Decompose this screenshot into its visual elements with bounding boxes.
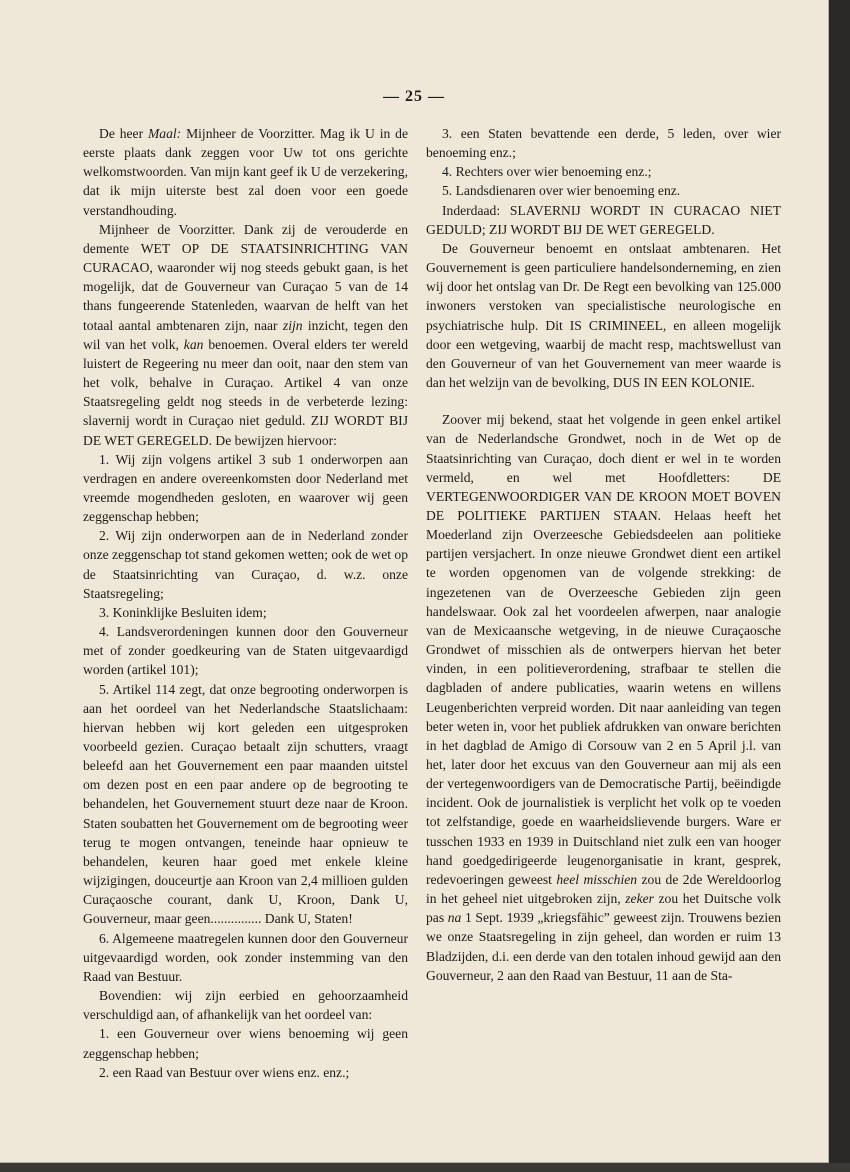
- list-item: 3. Koninklijke Besluiten idem;: [99, 604, 267, 620]
- left-column: [83, 124, 408, 1082]
- list-item: 1. Wij zijn volgens artikel 3 sub 1 onderworpen aan verdragen en andere overeenkomsten door Nederland met vreemde mogendheden gesloten, en waarover wij geen zeggenschap hebben;: [83, 451, 408, 525]
- text-run: zou het Duitsche volk pas: [426, 891, 781, 926]
- paragraph: De Gouverneur benoemt en ontslaat ambtenaren. Het Gouvernement is geen particuliere handelsonderneming, en zien wij door het ontslag van Dr. De Regt een bevolking van 125.000 inwoners verstoken van specialistische neurologische en psychiatrische hulp. Dit IS CRIMINEEL, en alleen mogelijk door een wetgeving, waarbij de macht resp, machtswellust van den Gouverneur of van het Gouvernement van meer waarde is dan het welzijn van de bevolking, DUS IN EEN KOLONIE.: [426, 240, 781, 391]
- list-item: 4. Landsverordeningen kunnen door den Gouverneur met of zonder goedkeuring van de Staten uitgevaardigd worden (artikel 101);: [83, 624, 408, 678]
- text-run: benoemen. Overal elders ter wereld luistert de Regeering nu meer dan ooit, naar den stem van het volk, behalve in Curaçao. Artikel 4 van onze Staatsregeling geldt nog steeds in de verbeterde lezing: slavernij wordt in Curaçao niet geduld. ZIJ WORDT BIJ DE WET GEREGELD. De bewijzen hiervoor:: [83, 336, 408, 448]
- paragraph: [83, 220, 408, 450]
- list-item: 4. Rechters over wier benoeming enz.;: [442, 164, 652, 180]
- scan-shadow-right: [829, 0, 850, 1172]
- emphasis: zeker: [625, 891, 654, 907]
- text-run: 1 Sept. 1939 „kriegsfähic” geweest zijn. Trouwens bezien we onze Staatsregeling in zijn geheel, dan worden er ruim 13 Bladzijden, d.i. een derde van den totalen inhoud gewijd aan den Gouverneur, 2 aan den Raad van Bestuur, 11 aan de Sta-: [426, 910, 781, 983]
- text-run: Zoover mij bekend, staat het volgende in geen enkel artikel van de Nederlandsche Grondwet, noch in de Wet op de Staatsinrichting van Curaçao, doch dient er wel in te worden vermeld, en wel met Hoofdletters: DE VERTEGENWOORDIGER VAN DE KROON MOET BOVEN DE POLITIEKE PARTIJEN STAAN. Helaas heeft het Moederland zijn Overzeesche Gebiedsdeelen aan politieke partijen versjachert. In onze nieuwe Grondwet dient een artikel te worden opgenomen van de volgende strekking: de ingezetenen van de Overzeesche Gebieden zijn geen handelswaar. Ook zal het voordeelen afwerpen, naar analogie van de Mexicaansche wetgeving, in de nieuwe Curaçaosche Grondwet of misschien als de ontwerpers hiervan het beter vinden, in een politieverordening, strafbaar te stellen die dagbladen of andere publicaties, waarin wetens en willens Leugenberichten verpreid worden. Dit naar aanleiding van tegen beter weten in, voor het publiek afdrukken van onware berichten in het dagblad de Amigo di Corsouw van 2 en 5 April j.l. van het, later door het excuus van den Gouverneur aan mij als een der vertegenwoordigers van de Democratische Partij, beëindigde incident. Ook de journalistiek is verplicht het volk op te voeden tot zelfstandige, goede en waarheidslievende burgers. Ware er tusschen 1933 en 1939 in Duitschland niet zulk een van hooger hand goedgedirigeerde leugenorganisatie in krant, gesprek, redevoeringen geweest: [426, 412, 781, 887]
- speaker-name: Maal:: [147, 126, 182, 141]
- paragraph: [83, 124, 408, 220]
- list-item: 3. een Staten bevattende een derde, 5 leden, over wier benoeming enz.;: [426, 126, 781, 161]
- paragraph: Bovendien: wij zijn eerbied en gehoorzaamheid verschuldigd aan, of afhankelijk van het oordeel van:: [83, 988, 408, 1023]
- paragraph-gap: [426, 392, 781, 410]
- right-column: [426, 124, 781, 985]
- text-run: Mijnheer de Voorzitter. Dank zij de verouderde en demente WET OP DE STAATSINRICHTING VAN CURACAO, waaronder wij nog steeds gebukt gaan, is het mogelijk, dat de Gouverneur van Curaçao 5 van de 14 thans fungeerende Statenleden, waarvan de helft van het totaal aantal ambtenaren zijn, naar: [83, 221, 408, 333]
- text-run: zou de 2de Wereldoorlog in het geheel niet uitgebroken zijn,: [426, 871, 781, 907]
- list-item: 2. een Raad van Bestuur over wiens enz. enz.;: [99, 1064, 350, 1080]
- paragraph: Inderdaad: SLAVERNIJ WORDT IN CURACAO NIET GEDULD; ZIJ WORDT BIJ DE WET GEREGELD.: [426, 202, 781, 237]
- list-item: 6. Algemeene maatregelen kunnen door den Gouverneur uitgevaardigd worden, ook zonder instemming van den Raad van Bestuur.: [83, 930, 408, 984]
- emphasis: zijn: [282, 317, 303, 333]
- text-run: De heer: [99, 126, 148, 141]
- scan-shadow-bottom: [0, 1163, 850, 1172]
- text-run: inzicht, tegen den wil van het volk,: [83, 317, 409, 352]
- paragraph: [426, 410, 781, 985]
- emphasis: kan: [183, 336, 204, 352]
- emphasis: na: [447, 910, 462, 926]
- list-item: 5. Artikel 114 zegt, dat onze begrooting onderworpen is aan het oordeel van het Nederlandsche Staatslichaam: hiervan hebben wij kort geleden een uitgesproken voorbeeld gezien. Curaçao betaalt zijn schutters, vraagt beleefd aan het Gouvernement een paar maanden uitstel om dezen post en een paar andere op de begrooting te behandelen, het Gouvernement stuurt deze naar de Kroon. Staten soubatten het Gouvernement om de begrooting weer terug te mogen ontvangen, teneinde haar opnieuw te behandelen, keuren haar goed met enkele kleine wijzigingen, douceurtje aan Kroon van 2,4 millioen gulden Curaçaosche courant, dank U, Kroon, Dank U, Gouverneur, maar geen............... Dank U, Staten!: [83, 681, 408, 927]
- page-number: — 25 —: [383, 88, 445, 105]
- list-item: 5. Landsdienaren over wier benoeming enz.: [442, 183, 681, 199]
- list-item: 1. een Gouverneur over wiens benoeming wij geen zeggenschap hebben;: [83, 1026, 408, 1061]
- emphasis: heel misschien: [556, 871, 638, 887]
- list-item: 2. Wij zijn onderworpen aan de in Nederland zonder onze zeggenschap tot stand gekomen wetten; ook de wet op de Staatsinrichting van Curaçao, d. w.z. onze Staatsregeling;: [83, 528, 409, 601]
- text-run: Mijnheer de Voorzitter. Mag ik U in de eerste plaats dank zeggen voor Uw tot ons gerichte welkomstwoorden. Van mijn kant geef ik U de verzekering, dat ik mijn uiterste best zal doen voor een goede verstandhouding.: [83, 126, 408, 218]
